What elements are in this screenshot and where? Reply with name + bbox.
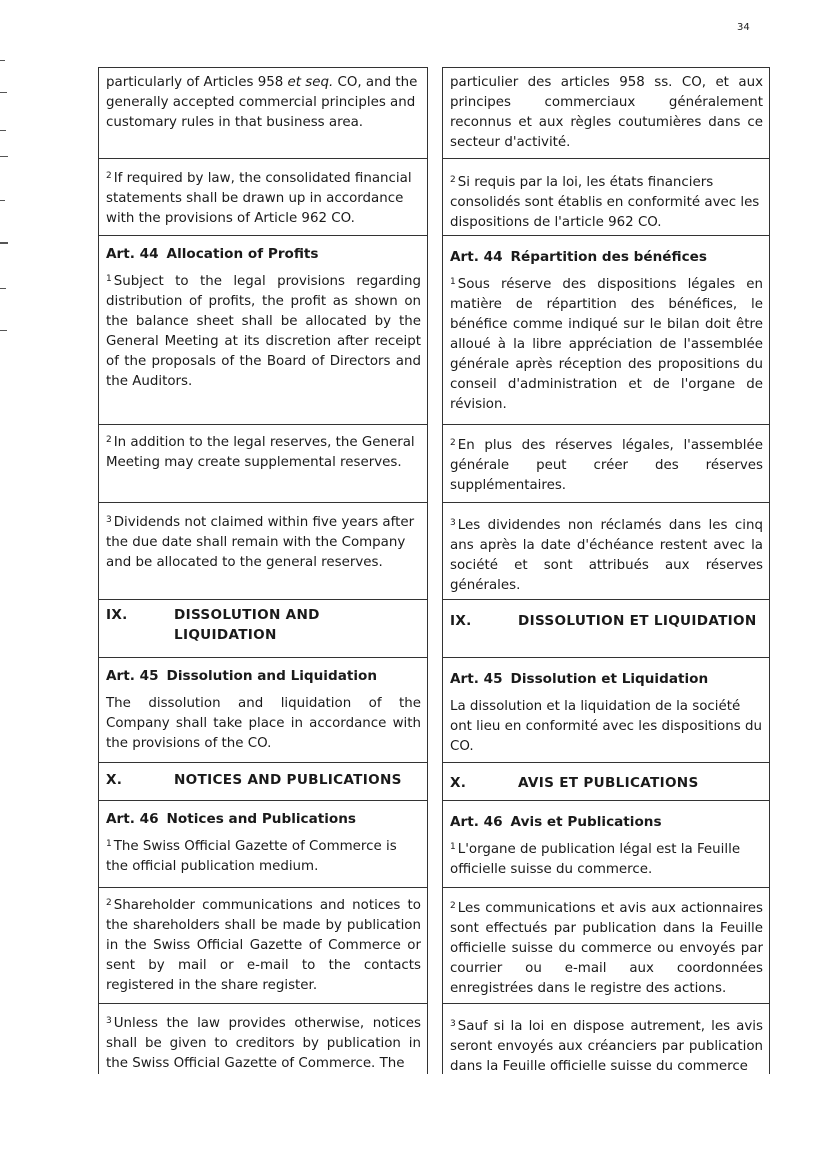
article-title: Avis et Publications (510, 814, 662, 830)
en-row-continuation (98, 67, 428, 159)
fr-paragraph (450, 840, 763, 880)
section-number: X. (106, 772, 123, 788)
article-heading (450, 669, 763, 689)
paragraph-number: 1 (106, 839, 112, 849)
article-number: Art. 46 (106, 811, 159, 827)
en-paragraph (106, 513, 421, 573)
article-title: Notices and Publications (166, 811, 357, 827)
en-paragraph (106, 433, 421, 473)
paragraph-text: Sous réserve des dispositions légales en matière de répartition des bénéfices, le bénéfice comme indiqué sur le bilan doit être alloué à la libre appréciation de l'assemblée générale après réception des propositions du conseil d'administration et de l'organe de révision. (450, 277, 763, 412)
paragraph-text: Shareholder communications and notices to the shareholders shall be made by publication in the Swiss Official Gazette of Commerce or sent by mail or e-mail to the contacts registered in the share register. (106, 898, 421, 993)
section-number: X. (450, 775, 467, 791)
paragraph-number: 2 (106, 435, 112, 445)
fr-row-para-2b (442, 425, 770, 503)
en-row-section-ix (98, 600, 428, 658)
fr-paragraph (450, 899, 763, 999)
article-heading (450, 812, 763, 832)
fr-row-section-ix (442, 600, 770, 658)
paragraph-text: Subject to the legal provisions regarding distribution of profits, the profit as shown on the balance sheet shall be allocated by the General Meeting at its discretion after receipt of the proposals of the Board of Directors and the Auditors. (106, 274, 421, 389)
en-row-art-46 (98, 801, 428, 888)
paragraph-text: En plus des réserves légales, l'assemblée générale peut créer des réserves supplémentaires. (450, 438, 763, 493)
scan-artifact-marks (0, 60, 8, 380)
section-heading (106, 605, 421, 645)
section-heading (106, 770, 421, 790)
paragraph-text: Dividends not claimed within five years after the due date shall remain with the Company and be allocated to the general reserves. (106, 515, 415, 570)
paragraph-number: 2 (450, 438, 456, 448)
article-number: Art. 45 (450, 671, 503, 687)
article-title: Dissolution et Liquidation (510, 671, 709, 687)
fr-row-art-46 (442, 801, 770, 888)
section-title: AVIS ET PUBLICATIONS (518, 775, 699, 791)
paragraph-number: 3 (106, 515, 112, 525)
section-title: DISSOLUTION ET LIQUIDATION (518, 613, 757, 629)
en-row-para-2b (98, 425, 428, 503)
section-number: IX. (106, 607, 128, 623)
section-title: DISSOLUTION AND LIQUIDATION (174, 607, 320, 643)
french-column (442, 67, 770, 1074)
en-text-after-italic: CO, and the generally accepted commercial principles and customary rules in that business area. (106, 75, 418, 130)
paragraph-text: Si requis par la loi, les états financiers consolidés sont établis en conformité avec les dispositions de l'article 962 CO. (450, 175, 760, 230)
paragraph-text: L'organe de publication légal est la Feuille officielle suisse du commerce. (450, 842, 741, 877)
en-paragraph (106, 169, 421, 229)
paragraph-number: 3 (106, 1016, 112, 1026)
paragraph-text: If required by law, the consolidated financial statements shall be drawn up in accordance with the provisions of Article 962 CO. (106, 171, 412, 226)
section-title: NOTICES AND PUBLICATIONS (174, 772, 402, 788)
paragraph-number: 1 (450, 842, 456, 852)
en-paragraph (106, 272, 421, 392)
article-number: Art. 45 (106, 668, 159, 684)
page-number: 34 (737, 22, 750, 33)
paragraph-text: La dissolution et la liquidation de la société ont lieu en conformité avec les dispositions du CO. (450, 699, 762, 754)
article-heading (106, 666, 421, 686)
paragraph-number: 3 (450, 1019, 456, 1029)
fr-row-art-44 (442, 236, 770, 425)
fr-row-para-2c (442, 888, 770, 1004)
article-title: Répartition des bénéfices (510, 249, 707, 265)
fr-row-continuation (442, 67, 770, 159)
paragraph-number: 2 (106, 898, 112, 908)
paragraph-text: The Swiss Official Gazette of Commerce is the official publication medium. (106, 839, 397, 874)
article-title: Allocation of Profits (166, 246, 319, 262)
en-row-para-2c (98, 888, 428, 1004)
paragraph-text: Les dividendes non réclamés dans les cinq ans après la date d'échéance restent avec la société et sont attribués aux réserves générales. (450, 518, 763, 593)
english-column (98, 67, 428, 1074)
en-paragraph (106, 837, 421, 877)
fr-row-section-x (442, 763, 770, 801)
fr-row-para-3 (442, 503, 770, 600)
paragraph-number: 3 (450, 518, 456, 528)
en-italic-et-seq: et seq. (287, 75, 334, 90)
fr-row-para-3b (442, 1004, 770, 1074)
paragraph-number: 1 (106, 274, 112, 284)
article-number: Art. 44 (106, 246, 159, 262)
section-number: IX. (450, 613, 472, 629)
section-heading (450, 773, 763, 793)
en-row-art-44 (98, 236, 428, 425)
en-paragraph (106, 896, 421, 996)
paragraph-text: Unless the law provides otherwise, notices shall be given to creditors by publication in the Swiss Official Gazette of Commerce. The (106, 1016, 421, 1071)
fr-paragraph (450, 516, 763, 596)
en-row-para-2 (98, 159, 428, 236)
en-paragraph (106, 1014, 421, 1074)
en-row-section-x (98, 763, 428, 801)
article-heading (106, 244, 421, 264)
article-heading (450, 247, 763, 267)
paragraph-text: Les communications et avis aux actionnaires sont effectués par publication dans la Feuille officielle suisse du commerce ou envoyés par courrier ou e-mail aux coordonnées enregistrées dans le registre des actions. (450, 901, 763, 996)
paragraph-number: 2 (106, 171, 112, 181)
paragraph-number: 1 (450, 277, 456, 287)
en-text-before-italic: particularly of Articles 958 (106, 75, 288, 90)
fr-paragraph (450, 1017, 763, 1074)
fr-paragraph (450, 275, 763, 415)
section-heading (450, 611, 763, 631)
paragraph-text: Sauf si la loi en dispose autrement, les avis seront envoyés aux créanciers par publication dans la Feuille officielle suisse du commerce (450, 1019, 763, 1074)
fr-paragraph (450, 436, 763, 496)
fr-row-para-2 (442, 159, 770, 236)
fr-continuation-text: particulier des articles 958 ss. CO, et aux principes commerciaux généralement reconnus et aux règles coutumières dans ce secteur d'activité. (450, 75, 763, 150)
en-row-art-45 (98, 658, 428, 763)
paragraph-text: In addition to the legal reserves, the General Meeting may create supplemental reserves. (106, 435, 415, 470)
fr-row-art-45 (442, 658, 770, 763)
article-heading (106, 809, 421, 829)
article-number: Art. 46 (450, 814, 503, 830)
article-title: Dissolution and Liquidation (166, 668, 378, 684)
paragraph-number: 2 (450, 175, 456, 185)
paragraph-number: 2 (450, 901, 456, 911)
en-continuation-text (106, 73, 421, 133)
article-number: Art. 44 (450, 249, 503, 265)
en-row-para-3 (98, 503, 428, 600)
en-row-para-3b (98, 1004, 428, 1074)
paragraph-text: The dissolution and liquidation of the Company shall take place in accordance with the provisions of the CO. (106, 696, 421, 751)
fr-paragraph (450, 173, 763, 233)
